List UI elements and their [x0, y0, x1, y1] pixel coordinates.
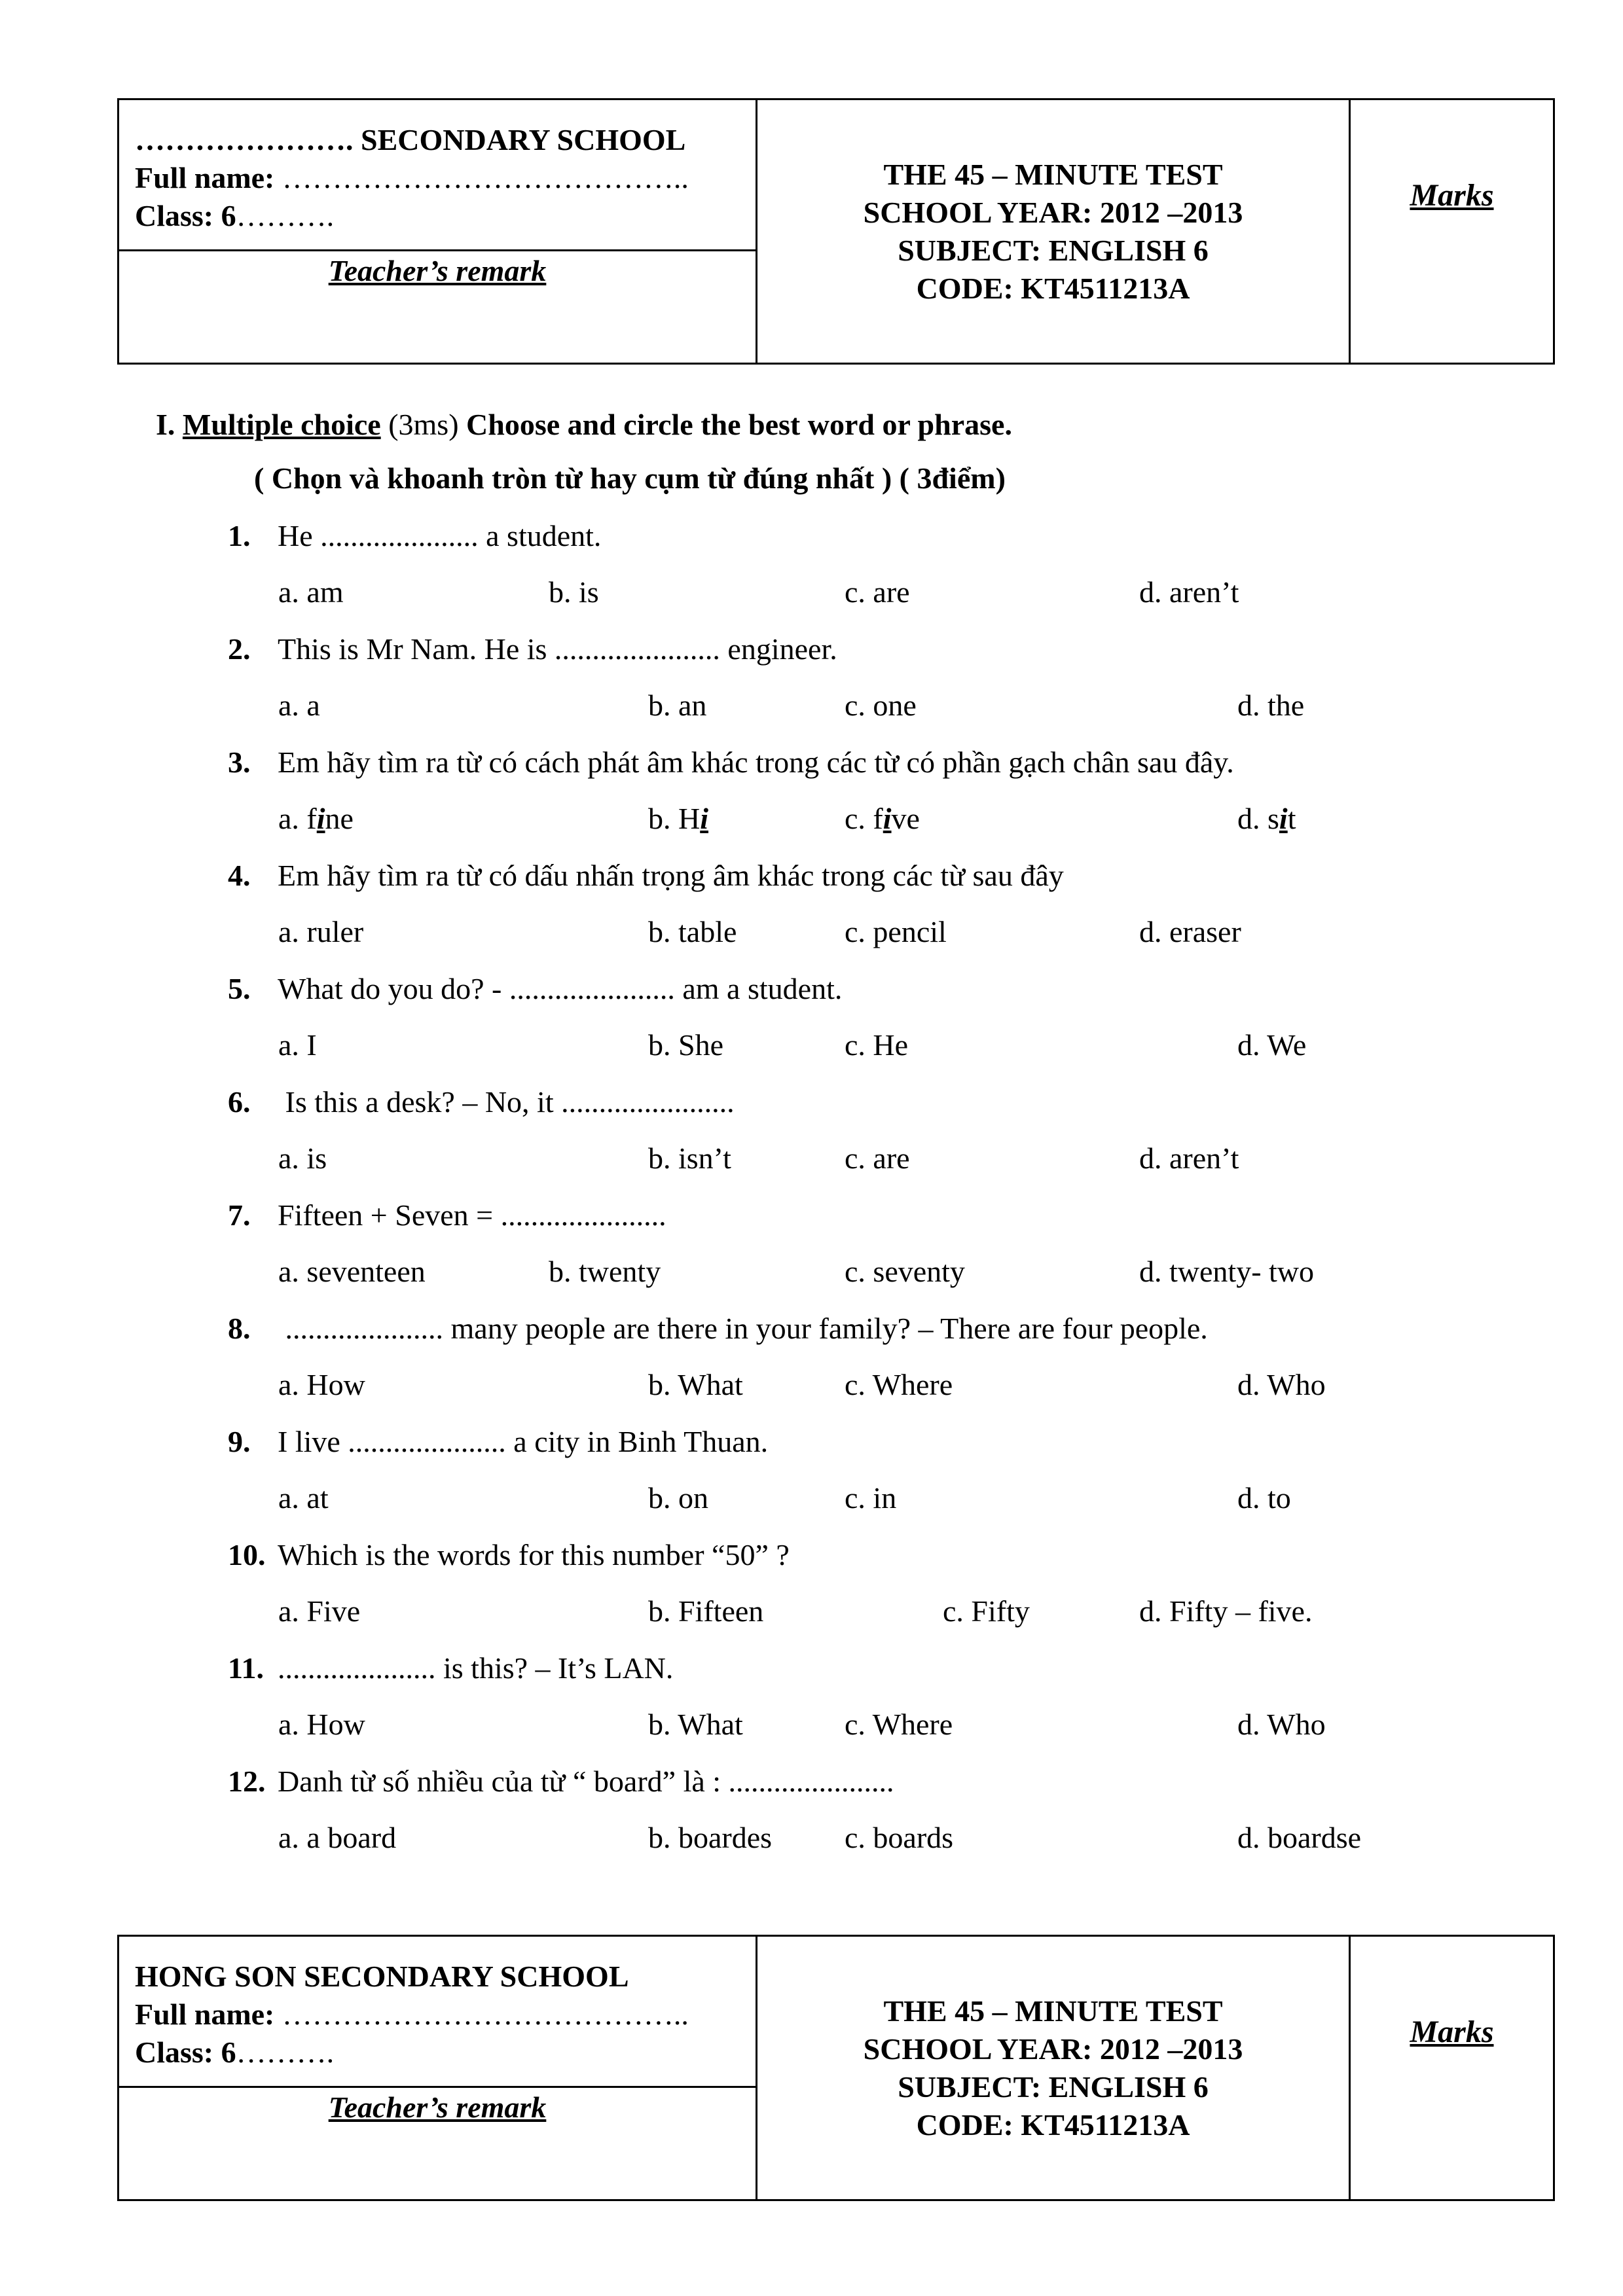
- question-number: 1.: [228, 519, 251, 552]
- option-d[interactable]: d. boardse: [1237, 1821, 1362, 1854]
- question-text: This is Mr Nam. He is ...................... engineer.: [278, 632, 837, 666]
- question-text: Is this a desk? – No, it .......................: [278, 1085, 735, 1119]
- option-b[interactable]: b. Fifteen: [648, 1594, 764, 1628]
- option-b[interactable]: b. What: [648, 1708, 743, 1741]
- option-d[interactable]: d. to: [1237, 1481, 1291, 1515]
- option-text: b. H: [648, 802, 701, 835]
- question-10: [228, 1536, 790, 1574]
- teacher-remark-label: Teacher’s remark: [328, 2090, 547, 2124]
- option-b[interactable]: b. What: [648, 1368, 743, 1401]
- section-points: (3ms): [380, 408, 467, 441]
- question-text: He ..................... a student.: [278, 519, 602, 552]
- question-number: 6.: [228, 1085, 251, 1119]
- fullname-line: [135, 1996, 756, 2034]
- class-line: [135, 2034, 756, 2072]
- subject: SUBJECT: ENGLISH 6: [898, 233, 1209, 267]
- option-c[interactable]: c. He: [845, 1028, 909, 1062]
- question-number: 3.: [228, 745, 251, 779]
- section-title: Multiple choice: [182, 408, 381, 441]
- option-a[interactable]: a. Five: [278, 1594, 361, 1628]
- option-a[interactable]: a. a board: [278, 1821, 397, 1854]
- option-a[interactable]: a. I: [278, 1028, 317, 1062]
- option-a[interactable]: [278, 800, 354, 838]
- section-instruction: Choose and circle the best word or phrase.: [466, 408, 1012, 441]
- question-text: Fifteen + Seven = ......................: [278, 1198, 666, 1232]
- school-name: HONG SON SECONDARY SCHOOL: [135, 1960, 629, 1993]
- question-11: [228, 1649, 673, 1687]
- option-b[interactable]: b. table: [648, 915, 737, 948]
- fullname-dots: …………………………………..: [274, 161, 689, 194]
- option-c[interactable]: c. one: [845, 689, 917, 722]
- test-info-cell: [757, 99, 1350, 364]
- option-a[interactable]: a. How: [278, 1708, 365, 1741]
- teacher-remark-label: Teacher’s remark: [328, 254, 547, 287]
- option-a[interactable]: a. is: [278, 1141, 327, 1175]
- class-label: Class: 6: [135, 199, 236, 232]
- option-text: ve: [891, 802, 920, 835]
- question-1: [228, 517, 601, 555]
- option-a[interactable]: a. am: [278, 575, 344, 609]
- section-roman: I.: [156, 408, 175, 441]
- question-number: 5.: [228, 972, 251, 1005]
- marks-label: Marks: [1410, 2015, 1494, 2049]
- underlined-letter: i: [700, 802, 709, 835]
- question-text: ..................... many people are there in your family? – There are four people.: [278, 1312, 1208, 1345]
- option-text: ne: [325, 802, 354, 835]
- option-b[interactable]: b. isn’t: [648, 1141, 731, 1175]
- question-text: Which is the words for this number “50” ?: [278, 1538, 790, 1571]
- marks-cell: [1350, 1936, 1554, 2200]
- test-info-cell: [757, 1936, 1350, 2200]
- question-2: [228, 630, 837, 668]
- fullname-label: Full name:: [135, 1998, 275, 2031]
- test-header-top: [117, 98, 1555, 365]
- section-heading: [156, 406, 1012, 444]
- fullname-dots: …………………………………..: [274, 1998, 689, 2031]
- class-dots: ……….: [236, 2036, 335, 2069]
- question-number: 7.: [228, 1198, 251, 1232]
- option-c[interactable]: [845, 800, 920, 838]
- school-year: SCHOOL YEAR: 2012 –2013: [863, 2032, 1243, 2066]
- option-d[interactable]: d. aren’t: [1139, 575, 1239, 609]
- class-line: [135, 197, 756, 235]
- question-number: 12.: [228, 1765, 266, 1798]
- option-text: t: [1287, 802, 1296, 835]
- option-b[interactable]: b. twenty: [549, 1255, 661, 1288]
- option-a[interactable]: a. seventeen: [278, 1255, 426, 1288]
- option-text: d. s: [1237, 802, 1279, 835]
- question-text: Em hãy tìm ra từ có dấu nhấn trọng âm khác trong các từ sau đây: [278, 859, 1064, 892]
- subject: SUBJECT: ENGLISH 6: [898, 2070, 1209, 2104]
- option-d[interactable]: d. twenty- two: [1139, 1255, 1315, 1288]
- question-number: 11.: [228, 1651, 264, 1685]
- teacher-remark-cell: [119, 2087, 757, 2200]
- question-number: 9.: [228, 1425, 251, 1458]
- underlined-letter: i: [316, 802, 325, 835]
- option-b[interactable]: b. is: [549, 575, 599, 609]
- option-d[interactable]: d. Fifty – five.: [1139, 1594, 1313, 1628]
- option-d[interactable]: d. Who: [1237, 1368, 1326, 1401]
- question-number: 8.: [228, 1312, 251, 1345]
- question-text: I live ..................... a city in Binh Thuan.: [278, 1425, 769, 1458]
- option-c[interactable]: c. pencil: [845, 915, 947, 948]
- option-c[interactable]: c. Where: [845, 1708, 953, 1741]
- option-a[interactable]: a. a: [278, 689, 320, 722]
- option-d[interactable]: d. aren’t: [1139, 1141, 1239, 1175]
- test-code: CODE: KT4511213A: [916, 271, 1190, 305]
- class-dots: ……….: [236, 199, 335, 232]
- option-b[interactable]: b. boardes: [648, 1821, 773, 1854]
- underlined-letter: i: [1279, 802, 1288, 835]
- option-c[interactable]: c. are: [845, 575, 910, 609]
- question-text: Danh từ số nhiều của từ “ board” là : ......................: [278, 1765, 894, 1798]
- option-a[interactable]: a. at: [278, 1481, 329, 1515]
- question-4: [228, 857, 1064, 895]
- option-c[interactable]: c. Fifty: [943, 1594, 1030, 1628]
- student-info-cell: [119, 1936, 757, 2087]
- question-9: [228, 1423, 768, 1461]
- option-c[interactable]: c. are: [845, 1141, 910, 1175]
- question-text: ..................... is this? – It’s LAN.: [278, 1651, 674, 1685]
- option-c[interactable]: c. boards: [845, 1821, 954, 1854]
- option-d[interactable]: d. eraser: [1139, 915, 1241, 948]
- test-code: CODE: KT4511213A: [916, 2108, 1190, 2142]
- option-b[interactable]: b. an: [648, 689, 707, 722]
- question-text: Em hãy tìm ra từ có cách phát âm khác trong các từ có phần gạch chân sau đây.: [278, 745, 1234, 779]
- option-a[interactable]: a. ruler: [278, 915, 364, 948]
- option-text: a. f: [278, 802, 317, 835]
- option-b[interactable]: b. on: [648, 1481, 708, 1515]
- test-header-bottom: [117, 1935, 1555, 2201]
- option-d[interactable]: [1237, 800, 1296, 838]
- question-number: 10.: [228, 1538, 266, 1571]
- underlined-letter: i: [883, 802, 892, 835]
- test-title: THE 45 – MINUTE TEST: [883, 157, 1223, 191]
- school-year: SCHOOL YEAR: 2012 –2013: [863, 195, 1243, 229]
- option-c[interactable]: c. seventy: [845, 1255, 965, 1288]
- section-instruction-vi: ( Chọn và khoanh tròn từ hay cụm từ đúng nhất ) ( 3điểm): [254, 461, 1006, 495]
- marks-label: Marks: [1410, 178, 1494, 213]
- question-8: [228, 1310, 1208, 1348]
- question-6: [228, 1083, 735, 1121]
- option-b[interactable]: b. She: [648, 1028, 723, 1062]
- option-d[interactable]: d. We: [1237, 1028, 1307, 1062]
- class-label: Class: 6: [135, 2036, 236, 2069]
- option-a[interactable]: a. How: [278, 1368, 365, 1401]
- question-number: 4.: [228, 859, 251, 892]
- question-12: [228, 1763, 894, 1801]
- question-number: 2.: [228, 632, 251, 666]
- option-b[interactable]: [648, 800, 708, 838]
- fullname-line: [135, 159, 756, 197]
- option-c[interactable]: c. Where: [845, 1368, 953, 1401]
- student-info-cell: [119, 99, 757, 251]
- test-title: THE 45 – MINUTE TEST: [883, 1994, 1223, 2028]
- option-d[interactable]: d. Who: [1237, 1708, 1326, 1741]
- school-name: …………………. SECONDARY SCHOOL: [135, 123, 686, 156]
- teacher-remark-cell: [119, 251, 757, 364]
- question-7: [228, 1196, 666, 1234]
- option-c[interactable]: c. in: [845, 1481, 897, 1515]
- option-d[interactable]: d. the: [1237, 689, 1305, 722]
- question-3: [228, 744, 1234, 781]
- fullname-label: Full name:: [135, 161, 275, 194]
- question-5: [228, 970, 842, 1008]
- option-text: c. f: [845, 802, 883, 835]
- question-text: What do you do? - ...................... am a student.: [278, 972, 843, 1005]
- marks-cell: [1350, 99, 1554, 364]
